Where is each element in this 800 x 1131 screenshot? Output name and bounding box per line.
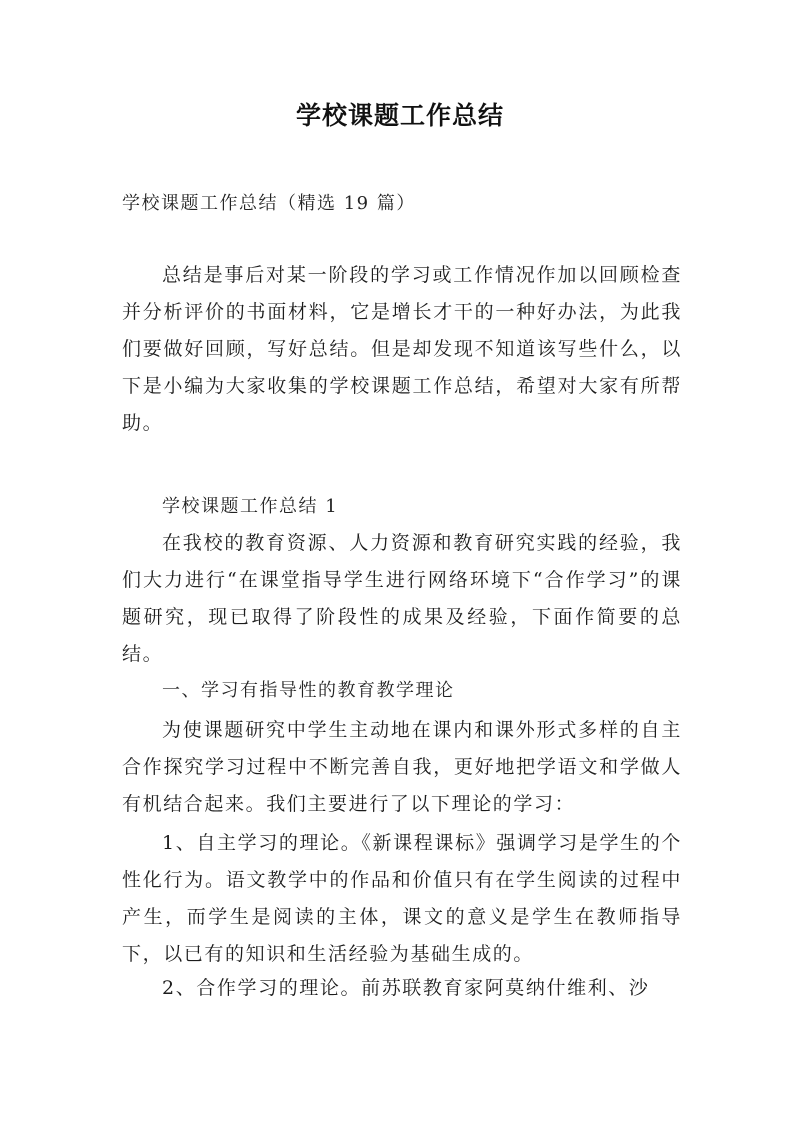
subsection-heading: 一、学习有指导性的教育教学理论 — [162, 680, 455, 701]
section-heading: 学校课题工作总结 1 — [162, 496, 339, 517]
body-paragraph: 在我校的教育资源、人力资源和教育研究实践的经验，我们大力进行“在课堂指导学生进行网络环境下“合作学习”的课题研究，现已取得了阶段性的成果及经验，下面作简要的总结。 — [122, 532, 682, 665]
page-title: 学校课题工作总结 — [295, 101, 504, 130]
document-subtitle: 学校课题工作总结（精选 19 篇） — [122, 193, 416, 214]
intro-paragraph: 总结是事后对某一阶段的学习或工作情况作加以回顾检查并分析评价的书面材料，它是增长才干的一种好办法，为此我们要做好回顾，写好总结。但是却发现不知道该写些什么，以下是小编为大家收集的学校课题工作总结，希望对大家有所帮助。 — [122, 264, 682, 434]
body-paragraph: 为使课题研究中学生主动地在课内和课外形式多样的自主合作探究学习过程中不断完善自我，更好地把学语文和学做人有机结合起来。我们主要进行了以下理论的学习： — [122, 719, 682, 815]
body-paragraph: 2、合作学习的理论。前苏联教育家阿莫纳什维利、沙 — [162, 977, 650, 999]
body-paragraph: 1、自主学习的理论。《新课程课标》强调学习是学生的个性化行为。语文教学中的作品和价值只有在学生阅读的过程中产生，而学生是阅读的主体，课文的意义是学生在教师指导下，以已有的知识和生活经验为基础生成的。 — [122, 832, 682, 965]
